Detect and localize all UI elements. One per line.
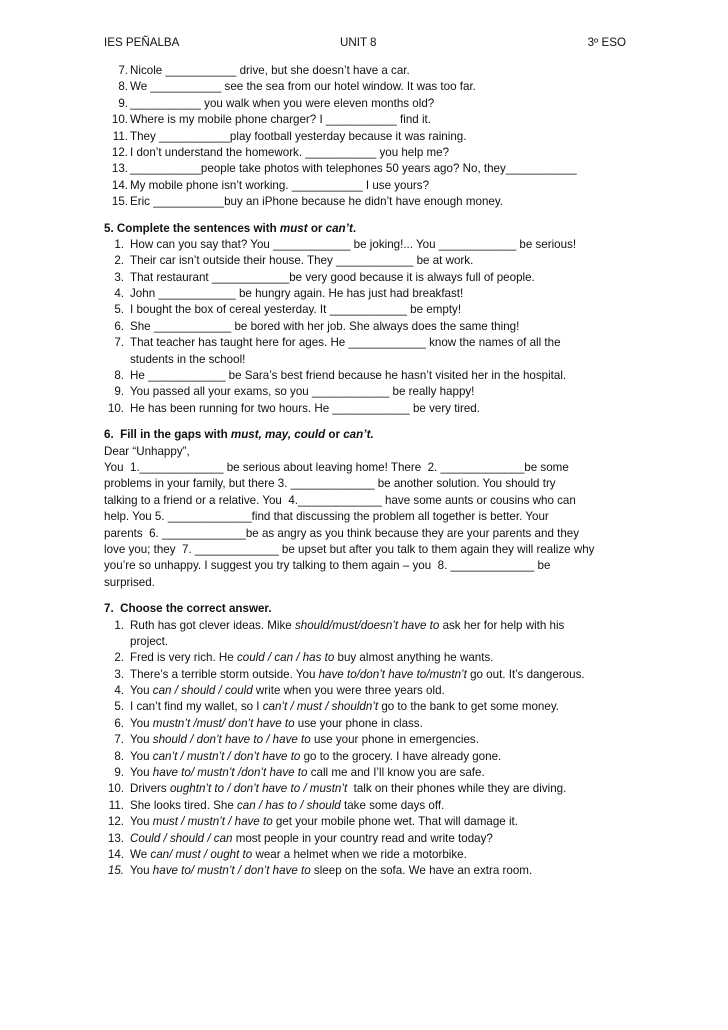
exercise-7 <box>104 601 634 880</box>
exercise-6-title: 6. Fill in the gaps with must, may, could or can’t. <box>104 428 374 442</box>
list-item: 4. You can / should / could write when you were three years old. <box>114 684 445 698</box>
letter-line: talking to a friend or a relative. You 4._____________ have some aunts or cousins who can <box>104 493 576 507</box>
letter-line: parents 6. _____________be as angry as you think because they are your parents and they <box>104 526 580 540</box>
list-item: 8. He ____________ be Sara’s best friend because he hasn’t visited her in the hospital. <box>114 369 567 383</box>
list-item: 12. You must / mustn’t / have to get your mobile phone wet. That will damage it. <box>107 815 518 829</box>
letter-line: surprised. <box>104 575 155 589</box>
list-item: 7. Nicole ___________ drive, but she doesn’t have a car. <box>118 64 410 77</box>
list-item: 7. You should / don’t have to / have to use your phone in emergencies. <box>114 733 479 747</box>
exercise-7-title: 7. Choose the correct answer. <box>104 602 272 616</box>
list-item: 4. John ____________ be hungry again. He has just had breakfast! <box>114 287 464 301</box>
school-name: IES PEÑALBA <box>104 36 180 49</box>
list-item: 11. They ___________play football yesterday because it was raining. <box>112 129 467 143</box>
list-item: 5. I can’t find my wallet, so I can’t / must / shouldn’t go to the bank to get some money. <box>114 700 559 714</box>
list-item: 14. My mobile phone isn’t working. ___________ I use yours? <box>111 178 430 192</box>
list-item: 10. Where is my mobile phone charger? I ___________ find it. <box>111 113 431 127</box>
list-item: 10. Drivers oughtn’t to / don’t have to / mustn’t talk on their phones while they are diving. <box>107 782 567 796</box>
list-item: 1. How can you say that? You ____________ be joking!... You ____________ be serious! <box>114 237 577 251</box>
list-item: 7. That teacher has taught here for ages. He ____________ know the names of all the <box>114 336 561 350</box>
letter-line: problems in your family, but there 3. _____________ be another solution. You should try <box>104 477 556 491</box>
list-item: 13. ___________people take photos with telephones 50 years ago? No, they___________ <box>111 162 577 176</box>
list-item: 8. We ___________ see the sea from our hotel window. It was too far. <box>118 80 476 94</box>
list-item-continuation: project. <box>130 634 169 648</box>
unit-title: UNIT 8 <box>340 36 377 49</box>
list-item: 6. You mustn’t /must/ don’t have to use your phone in class. <box>114 716 423 730</box>
list-item: 9. You have to/ mustn’t /don’t have to call me and I’ll know you are safe. <box>114 766 485 780</box>
list-item: 9. You passed all your exams, so you ____________ be really happy! <box>114 385 475 399</box>
course-level: 3º ESO <box>587 36 626 49</box>
list-item: 9. ___________ you walk when you were eleven months old? <box>118 96 435 110</box>
list-item: 6. She ____________ be bored with her job. She always does the same thing! <box>114 319 520 333</box>
list-item: 3. There’s a terrible storm outside. You have to/don’t have to/mustn’t go out. It’s dangerous. <box>114 667 585 681</box>
exercise-6 <box>104 427 634 591</box>
exercise-5 <box>104 221 634 418</box>
letter-line: help. You 5. _____________find that discussing the problem all together is better. Your <box>104 510 549 524</box>
list-item: 11. She looks tired. She can / has to / should take some days off. <box>108 798 445 812</box>
page-header <box>104 36 626 52</box>
list-item: 13. Could / should / can most people in your country read and write today? <box>107 831 493 845</box>
letter-line: love you; they 7. _____________ be upset but after you talk to them again they will realize why <box>104 542 595 556</box>
list-item-continuation: students in the school! <box>130 352 246 366</box>
list-item: 5. I bought the box of cereal yesterday. It ____________ be empty! <box>114 303 462 317</box>
letter-line: Dear “Unhappy”, <box>104 444 190 458</box>
list-item: 3. That restaurant ____________be very good because it is always full of people. <box>114 270 535 284</box>
list-item: 12. I don’t understand the homework. ___________ you help me? <box>111 145 450 159</box>
list-item: 14. We can/ must / ought to wear a helmet when we ride a motorbike. <box>107 847 467 861</box>
list-item: 2. Their car isn’t outside their house. They ____________ be at work. <box>114 254 474 268</box>
exercise-4-continued <box>104 63 634 211</box>
list-item: 2. Fred is very rich. He could / can / has to buy almost anything he wants. <box>114 651 494 665</box>
list-item: 1. Ruth has got clever ideas. Mike should/must/doesn’t have to ask her for help with his <box>114 618 565 632</box>
letter-line: you’re so unhappy. I suggest you try talking to them again – you 8. _____________ be <box>104 559 551 573</box>
list-item: 8. You can’t / mustn’t / don’t have to go to the grocery. I have already gone. <box>114 749 502 763</box>
exercise-5-title: 5. Complete the sentences with must or can’t. <box>104 221 357 235</box>
list-item: 15. You have to/ mustn’t / don’t have to sleep on the sofa. We have an extra room. <box>107 864 533 878</box>
worksheet-content <box>104 63 634 880</box>
list-item: 15. Eric ___________buy an iPhone because he didn’t have enough money. <box>111 195 504 209</box>
list-item: 10. He has been running for two hours. He ____________ be very tired. <box>107 401 480 415</box>
letter-line: You 1._____________ be serious about leaving home! There 2. _____________be some <box>104 460 569 474</box>
